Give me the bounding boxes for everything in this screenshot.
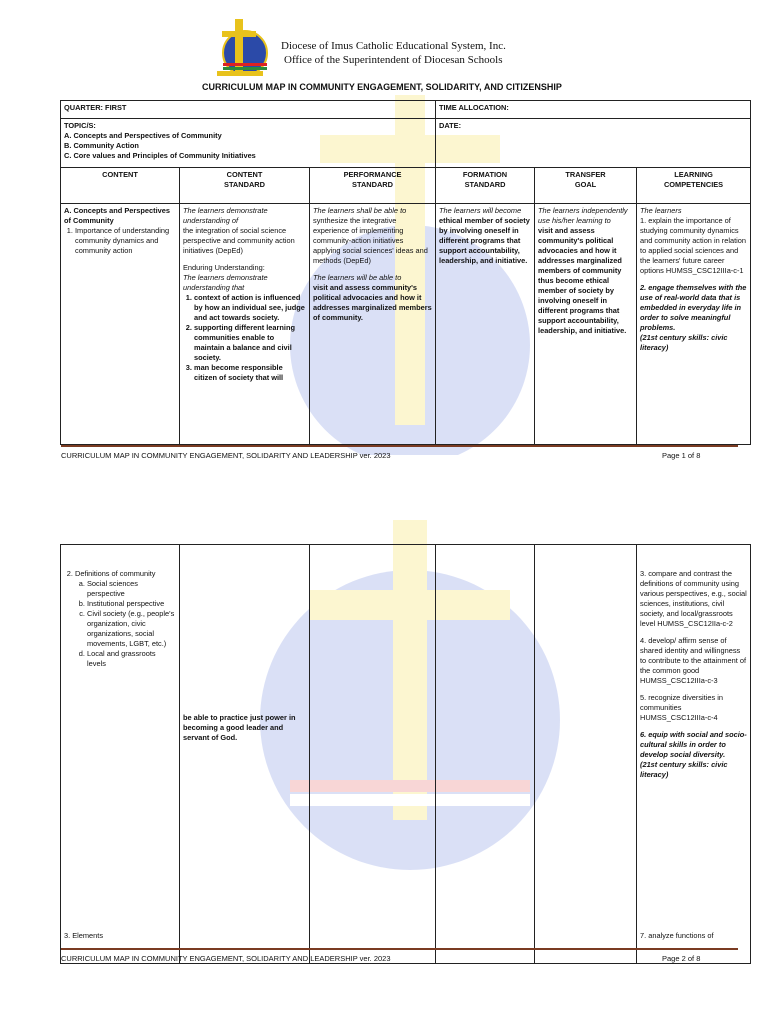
footer-text: CURRICULUM MAP IN COMMUNITY ENGAGEMENT, SOLIDARITY AND LEADERSHIP ver. 2023 (61, 451, 391, 460)
cs-intro: The learners demonstrate understanding of (183, 206, 268, 225)
quarter-cell: QUARTER: FIRST (61, 101, 436, 119)
learning-competencies-cell (637, 204, 751, 445)
content-item: 2. Definitions of community a. Social sciences perspective b. Institutional perspective c. Civil society (e.g., people's organization, civic organizations, social movements, LGBT, etc.) d. Local and grassroots levels (75, 569, 176, 669)
footer-rule (61, 445, 738, 447)
enduring-label: Enduring Understanding: (183, 262, 265, 272)
col-header-transfer-goal: TRANSFER GOAL (535, 168, 637, 204)
cs-body: the integration of social science perspective and community action initiatives (DepEd) (183, 225, 295, 255)
ps-intro2: The learners will be able to (313, 272, 402, 282)
transfer-goal-cell (535, 545, 637, 964)
content-subitem: c. Civil society (e.g., people's organization, civic organizations, social movements, LGBT, etc.) (87, 609, 176, 649)
learning-competencies-cell (637, 545, 751, 964)
competency-item: 1. explain the importance of studying community dynamics and community action in relation to applied social sciences and the learners' future career options HUMSS_CSC12IIIa-c-1 (640, 215, 747, 275)
content-cell (61, 204, 180, 445)
performance-standard-cell (310, 204, 436, 445)
footer-text: CURRICULUM MAP IN COMMUNITY ENGAGEMENT, SOLIDARITY AND LEADERSHIP ver. 2023 (61, 954, 391, 963)
content-standard-cell (180, 545, 310, 964)
page-number: Page 1 of 8 (662, 451, 701, 460)
content-heading: A. Concepts and Perspectives of Community (64, 206, 170, 225)
competency-item: 7. analyze functions of (640, 931, 714, 940)
skills-note: (21st century skills: civic literacy) (640, 759, 728, 779)
col-header-content: CONTENT (61, 168, 180, 204)
topic-item: B. Community Action (64, 140, 139, 150)
enduring-item: 3. man become responsible citizen of society that will (194, 363, 306, 383)
content-subitem: d. Local and grassroots levels (87, 649, 176, 669)
enduring-intro: The learners demonstrate understanding that (183, 272, 268, 292)
col-header-performance-standard: PERFORMANCE STANDARD (310, 168, 436, 204)
ps-intro: The learners shall be able to (313, 206, 407, 215)
page-number: Page 2 of 8 (662, 954, 701, 963)
ps-body2: visit and assess community's political advocacies and how it addresses marginalized members of community. (313, 282, 432, 322)
organization-name: Diocese of Imus Catholic Educational System, Inc. (281, 40, 506, 52)
formation-standard-cell (436, 204, 535, 445)
content-subitem: b. Institutional perspective (87, 599, 176, 609)
competency-item: 2. engage themselves with the use of real-world data that is embedded in everyday life in order to solve meaningful problems. (640, 282, 747, 332)
enduring-item: 1. context of action is influenced by how an individual see, judge and act towards society. (194, 293, 306, 323)
content-item: 3. Elements (64, 931, 104, 940)
cs-body: be able to practice just power in becoming a good leader and servant of God. (183, 713, 296, 742)
curriculum-map-table-page2 (60, 544, 751, 964)
tg-intro: The learners independently use his/her learning to (538, 206, 628, 225)
col-header-content-standard: CONTENT STANDARD (180, 168, 310, 204)
skills-note: (21st century skills: civic literacy) (640, 332, 728, 352)
competency-item: 4. develop/ affirm sense of shared identity and willingness to contribute to the attainment of the common good HUMSS_CSC12IIIa-c-3 (640, 635, 746, 685)
topics-cell (61, 119, 436, 168)
topic-item: C. Core values and Principles of Community Initiatives (64, 150, 256, 160)
document-title: CURRICULUM MAP IN COMMUNITY ENGAGEMENT, SOLIDARITY, AND CITIZENSHIP (202, 82, 562, 92)
enduring-item: 2. supporting different learning communities enable to maintain a balance and civil society. (194, 323, 306, 363)
topics-label: TOPIC/S: (64, 121, 96, 130)
time-allocation-cell: TIME ALLOCATION: (436, 101, 751, 119)
office-name: Office of the Superintendent of Diocesan Schools (284, 54, 503, 66)
footer-rule (61, 948, 738, 950)
fs-intro: The learners will become (439, 206, 522, 215)
curriculum-map-table-page1 (60, 100, 751, 445)
formation-standard-cell (436, 545, 535, 964)
content-standard-cell (180, 204, 310, 445)
tg-body: visit and assess community's political advocacies and how it addresses marginalized members of community thus become ethical member of society by involving oneself in different programs that support accountability, leadership, and initiative. (538, 225, 627, 335)
col-header-formation-standard: FORMATION STANDARD (436, 168, 535, 204)
lc-intro: The learners (640, 206, 682, 215)
diocese-seal-icon (212, 17, 272, 79)
topic-item: A. Concepts and Perspectives of Community (64, 130, 222, 140)
date-cell: DATE: (436, 119, 751, 168)
col-header-learning-competencies: LEARNING COMPETENCIES (637, 168, 751, 204)
ps-body: synthesize the integrative experience of implementing community-action initiatives applying social sciences' ideas and methods (DepEd) (313, 215, 428, 265)
transfer-goal-cell (535, 204, 637, 445)
content-subitem: a. Social sciences perspective (87, 579, 176, 599)
competency-item: 3. compare and contrast the definitions of community using various perspectives, e.g., social sciences, institutions, civil society, and local/grassroots level HUMSS_CSC12IIa-c-2 (640, 569, 747, 628)
content-cell (61, 545, 180, 964)
performance-standard-cell (310, 545, 436, 964)
competency-item: 6. equip with social and socio-cultural skills in order to develop social diversity. (640, 729, 747, 759)
content-item: 1. Importance of understanding community dynamics and community action (75, 226, 176, 256)
competency-item: 5. recognize diversities in communities HUMSS_CSC12IIIa-c-4 (640, 692, 723, 722)
fs-body: ethical member of society by involving oneself in different programs that support accountability, leadership, and initiative. (439, 215, 530, 265)
